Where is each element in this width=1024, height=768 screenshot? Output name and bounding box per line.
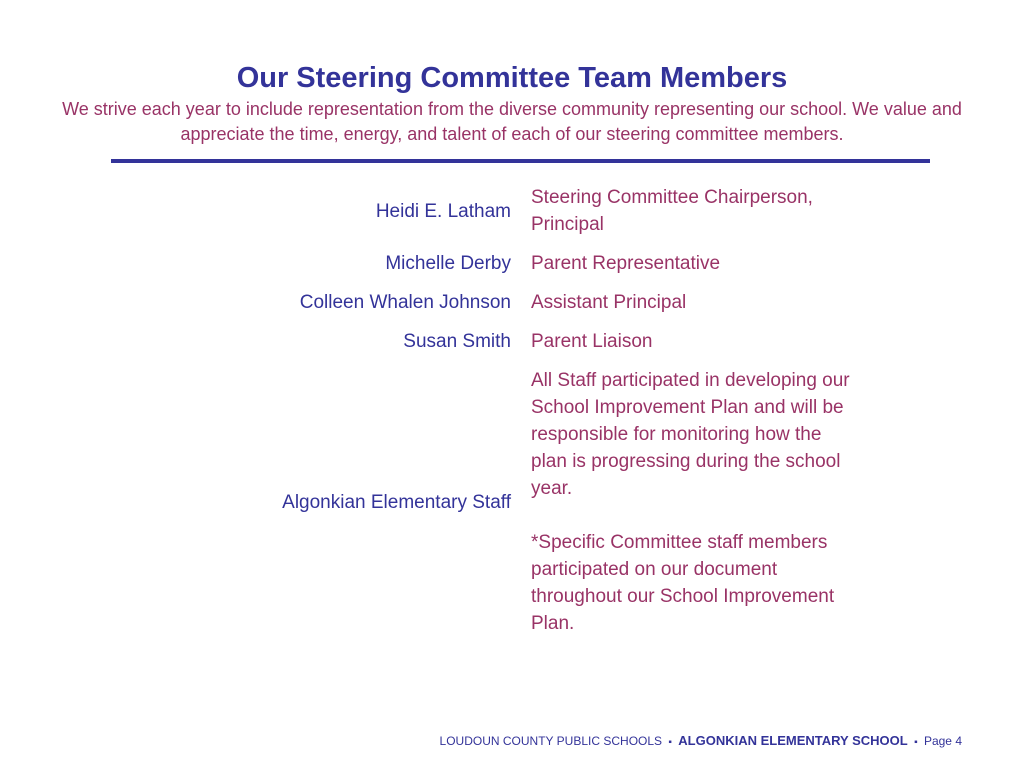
member-name: Susan Smith: [403, 331, 511, 352]
staff-paragraph: All Staff participated in developing our School Improvement Plan and will be responsible for monitoring how the plan is progressing during the school year.: [531, 370, 850, 499]
committee-members-table: [0, 178, 1024, 643]
title-divider: [111, 159, 930, 163]
footer-separator: ▪: [668, 737, 672, 748]
staff-name: Algonkian Elementary Staff: [282, 491, 511, 513]
staff-description: [531, 361, 861, 643]
footer-district: LOUDOUN COUNTY PUBLIC SCHOOLS: [439, 734, 663, 748]
page-subtitle: We strive each year to include representation from the diverse community representing our school. We value and appreciate the time, energy, and talent of each of our steering committee members.: [62, 99, 962, 144]
member-row: [0, 322, 1024, 361]
footer-page-number: Page 4: [923, 734, 962, 748]
staff-row: [0, 361, 1024, 643]
member-name: Colleen Whalen Johnson: [299, 292, 511, 313]
staff-note: *Specific Committee staff members participated on our document throughout our School Improvement Plan.: [531, 532, 835, 634]
member-row: [0, 283, 1024, 322]
member-name: Michelle Derby: [385, 253, 511, 274]
member-role: Steering Committee Chairperson, Principal: [531, 187, 813, 235]
member-role: Parent Liaison: [531, 331, 653, 352]
member-role: Parent Representative: [531, 253, 721, 274]
footer-separator: ▪: [914, 737, 918, 748]
footer-school: ALGONKIAN ELEMENTARY SCHOOL: [678, 733, 908, 748]
member-role: Assistant Principal: [531, 292, 687, 313]
page-footer: [440, 733, 962, 748]
member-row: [0, 244, 1024, 283]
member-row: [0, 178, 1024, 244]
member-name: Heidi E. Latham: [375, 200, 511, 222]
page-title: Our Steering Committee Team Members: [236, 62, 788, 94]
